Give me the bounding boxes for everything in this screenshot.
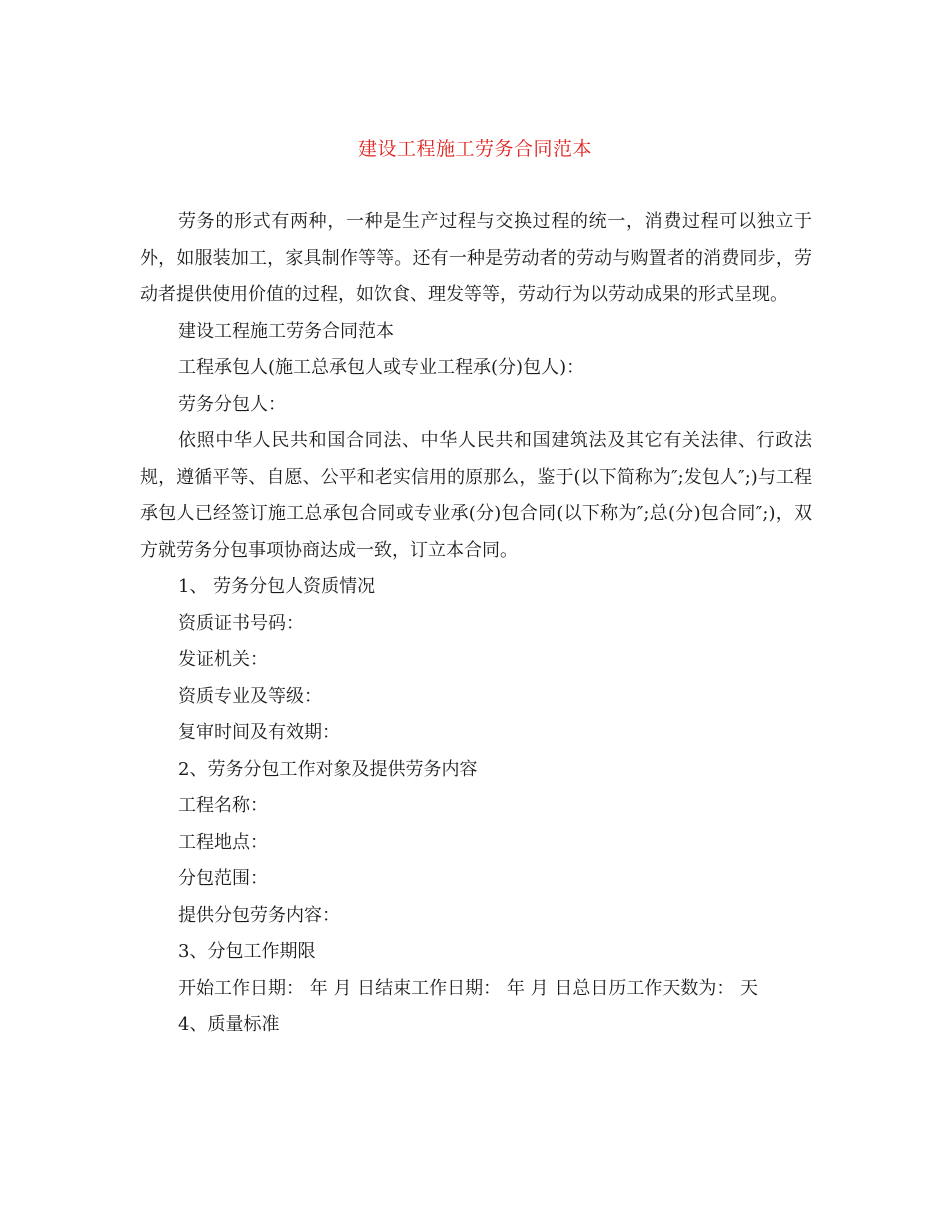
project-location-field: 工程地点：: [178, 831, 268, 853]
preamble-paragraph: 依照中华人民共和国合同法、中华人民共和国建筑法及其它有关法律、行政法规，遵循平等、自愿、公平和老实信用的原那么，鉴于(以下简称为″;发包人″;)与工程承包人已经签订施工总承包合同或专业承(分)包合同(以下称为″;总(分)包合同″;)，双方就劳务分包事项协商达成一致，订立本合同。: [140, 430, 812, 561]
certificate-number-field: 资质证书号码：: [178, 612, 304, 634]
subcontractor-party-line: 劳务分包人：: [178, 393, 286, 415]
review-validity-field: 复审时间及有效期：: [178, 722, 340, 743]
contract-heading: 建设工程施工劳务合同范本: [178, 320, 394, 342]
section-2-heading: 2、劳务分包工作对象及提供劳务内容: [178, 758, 478, 780]
issuing-authority-field: 发证机关：: [178, 649, 268, 670]
contractor-party-line: 工程承包人(施工总承包人或专业工程承(分)包人)：: [178, 357, 585, 378]
work-dates-line: 开始工作日期： 年 月 日结束工作日期： 年 月 日总日历工作天数为： 天: [178, 977, 759, 999]
labor-content-field: 提供分包劳务内容：: [178, 904, 340, 926]
section-4-heading: 4、质量标准: [178, 1014, 280, 1035]
section-1-heading: 1、 劳务分包人资质情况: [178, 576, 376, 597]
subcontract-scope-field: 分包范围：: [178, 868, 268, 889]
intro-paragraph: 劳务的形式有两种，一种是生产过程与交换过程的统一，消费过程可以独立于外，如服装加工，家具制作等等。还有一种是劳动者的劳动与购置者的消费同步，劳动者提供使用价值的过程，如饮食、理发等等，劳动行为以劳动成果的形式呈现。: [140, 211, 812, 305]
section-3-heading: 3、分包工作期限: [178, 941, 316, 962]
document-body: [140, 204, 812, 1044]
qualification-grade-field: 资质专业及等级：: [178, 685, 322, 707]
project-name-field: 工程名称：: [178, 795, 268, 816]
document-title: 建设工程施工劳务合同范本: [357, 138, 592, 160]
